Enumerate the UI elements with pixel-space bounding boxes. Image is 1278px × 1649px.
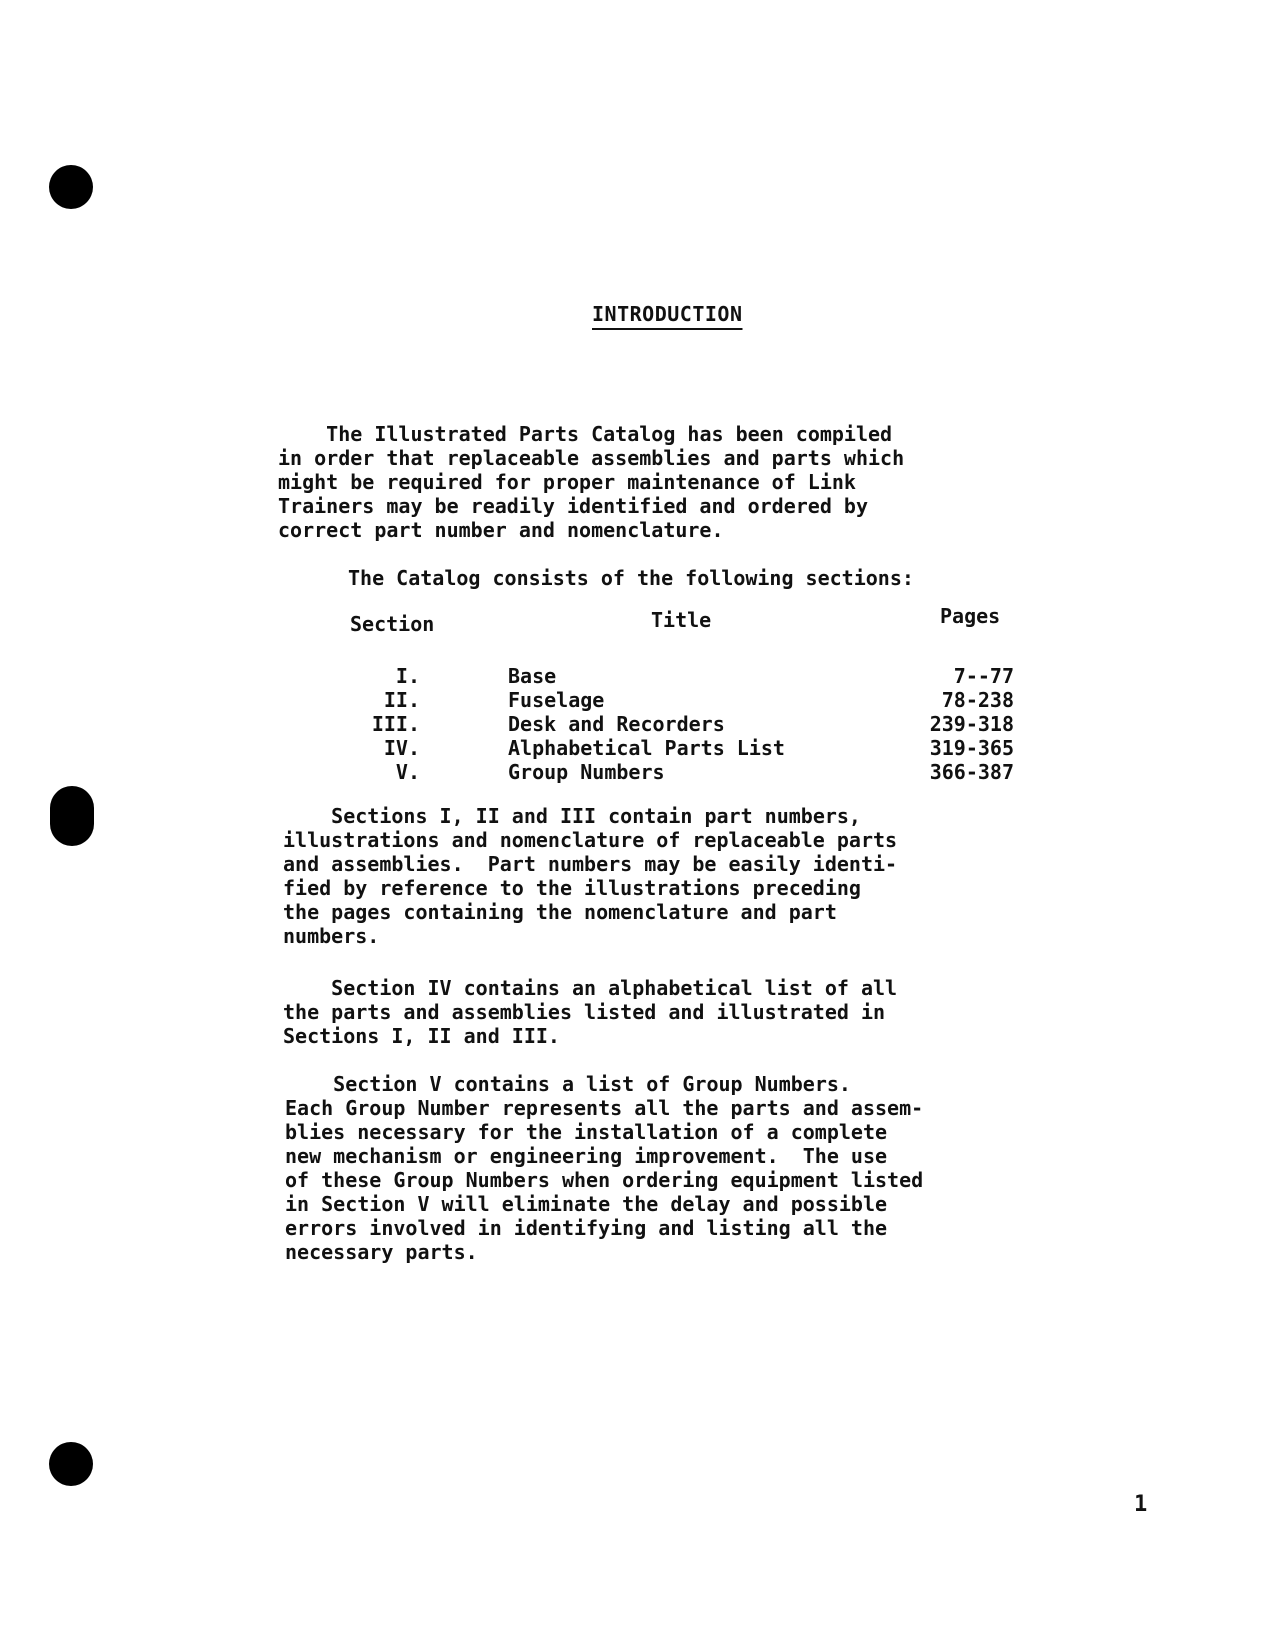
section-number: V. — [395, 760, 420, 784]
section-pages: 366-387 — [929, 760, 1014, 784]
header-title: Title — [651, 608, 712, 632]
intro-paragraph: The Illustrated Parts Catalog has been compiled in order that replaceable assemblies and parts which might be required for proper maintenance of Link Trainers may be readily identified and ordered by correct part number and nomenclature. — [278, 422, 905, 542]
section-pages: 7--77 — [953, 664, 1014, 688]
section-pages: 319-365 — [929, 736, 1014, 760]
section-title: Group Numbers — [508, 760, 665, 784]
section-title: Fuselage — [508, 688, 605, 712]
section-number: II. — [383, 688, 420, 712]
punch-hole-middle — [50, 786, 94, 846]
page-title: INTRODUCTION — [592, 302, 743, 326]
punch-hole-bottom — [49, 1442, 93, 1486]
section-title: Desk and Recorders — [508, 712, 725, 736]
section-pages: 239-318 — [929, 712, 1014, 736]
table-row — [348, 688, 1018, 712]
section-title: Base — [508, 664, 557, 688]
section-number: III. — [371, 712, 420, 736]
section-title: Alphabetical Parts List — [508, 736, 785, 760]
table-row — [348, 712, 1018, 736]
table-row — [348, 736, 1018, 760]
page-number: 1 — [1134, 1492, 1148, 1517]
table-row — [348, 760, 1018, 784]
section-number: I. — [395, 664, 420, 688]
header-pages: Pages — [940, 604, 1001, 628]
catalog-consists-paragraph: The Catalog consists of the following sections: — [348, 566, 914, 590]
section-5-paragraph: Section V contains a list of Group Numbers. Each Group Number represents all the parts and assem- blies necessary for the installation of a complete new mechanism or engineering improvement. The use of these Group Numbers when ordering equipment listed in Section V will eliminate the delay and possible errors involved in identifying and listing all the necessary parts. — [285, 1072, 924, 1264]
header-section: Section — [350, 612, 435, 636]
section-number: IV. — [383, 736, 420, 760]
sections-1-2-3-paragraph: Sections I, II and III contain part numbers, illustrations and nomenclature of replaceable parts and assemblies. Part numbers may be easily identi- fied by reference to the illustrations preceding the pages containing the nomenclature and part numbers. — [283, 804, 898, 948]
section-4-paragraph: Section IV contains an alphabetical list of all the parts and assemblies listed and illustrated in Sections I, II and III. — [283, 976, 898, 1048]
table-row — [348, 664, 1018, 688]
section-pages: 78-238 — [941, 688, 1014, 712]
punch-hole-top — [49, 165, 93, 209]
